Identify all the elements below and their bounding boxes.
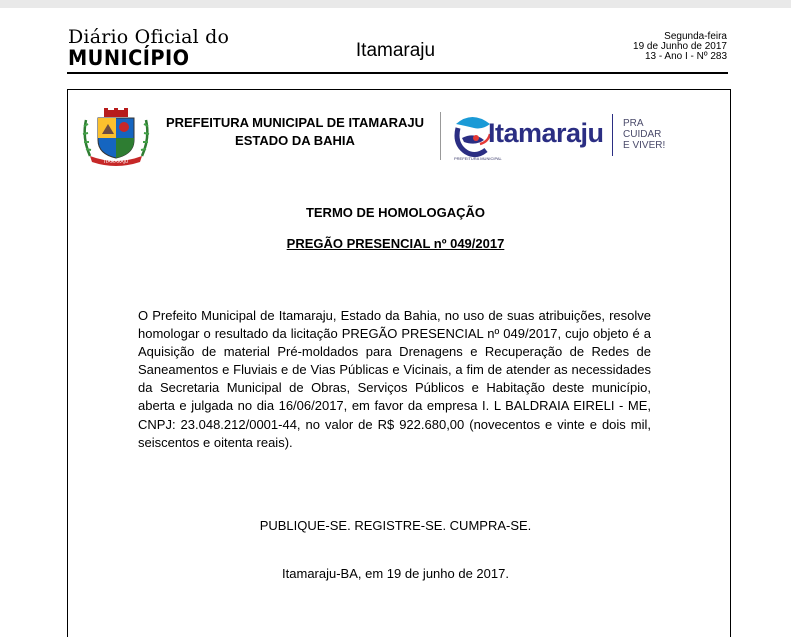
logo-divider — [440, 112, 441, 160]
slogan — [623, 118, 665, 151]
issue-date: 19 de Junho de 2017 — [633, 41, 727, 52]
document-body: O Prefeito Municipal de Itamaraju, Estado da Bahia, no uso de suas atribuições, resolve homologar o resultado da licitação PREGÃO PRESENCIAL nº 049/2017, cujo objeto é a Aquisição de material Pré-moldados para Drenagens e Recuperação de Redes de Saneamentos e Fluviais e de Vias Públicas e Vicinais, a fim de atender as necessidades da Secretaria Municipal de Obras, Serviços Públicos e Habitação deste município, aberta e julgada no dia 16/06/2017, em favor da empresa I. L BALDRAIA EIRELI - ME, CNPJ: 23.048.212/0001-44, no valor de R$ 922.680,00 (novecentos e vinte e dois mil, seiscentos e oitenta reais). — [138, 308, 651, 450]
publication-order: PUBLIQUE-SE. REGISTRE-SE. CUMPRA-SE. — [259, 518, 532, 533]
signing-dateline: Itamaraju-BA, em 19 de junho de 2017. — [282, 566, 509, 581]
letterhead-line2: ESTADO DA BAHIA — [235, 133, 355, 148]
edition-info — [633, 32, 727, 62]
document-subtitle: PREGÃO PRESENCIAL nº 049/2017 — [286, 236, 505, 251]
masthead-line2: MUNICÍPIO — [68, 46, 190, 70]
document-title: TERMO DE HOMOLOGAÇÃO — [305, 205, 486, 220]
edition-number: 13 - Ano I - Nº 283 — [644, 51, 727, 62]
letterhead-line1: PREFEITURA MUNICIPAL DE ITAMARAJU — [165, 115, 425, 130]
document-subtitle-wrap — [0, 236, 791, 251]
city-name: Itamaraju — [355, 40, 436, 61]
logo-divider-2 — [612, 114, 613, 156]
logo-name: Itamaraju — [488, 118, 604, 148]
coat-of-arms-icon — [80, 108, 152, 168]
top-strip — [0, 0, 791, 8]
coat-ribbon-text: ITAMARAJU — [103, 160, 129, 165]
header-rule — [67, 72, 728, 74]
slogan-line: PRA — [623, 118, 644, 129]
weekday: Segunda-feira — [664, 31, 727, 42]
masthead-line1: Diário Oficial do — [68, 26, 230, 48]
logo-subtext: PREFEITURA MUNICIPAL — [454, 156, 502, 161]
slogan-line: E VIVER! — [623, 140, 666, 151]
city-logo — [440, 110, 702, 164]
slogan-line: CUIDAR — [623, 129, 662, 140]
